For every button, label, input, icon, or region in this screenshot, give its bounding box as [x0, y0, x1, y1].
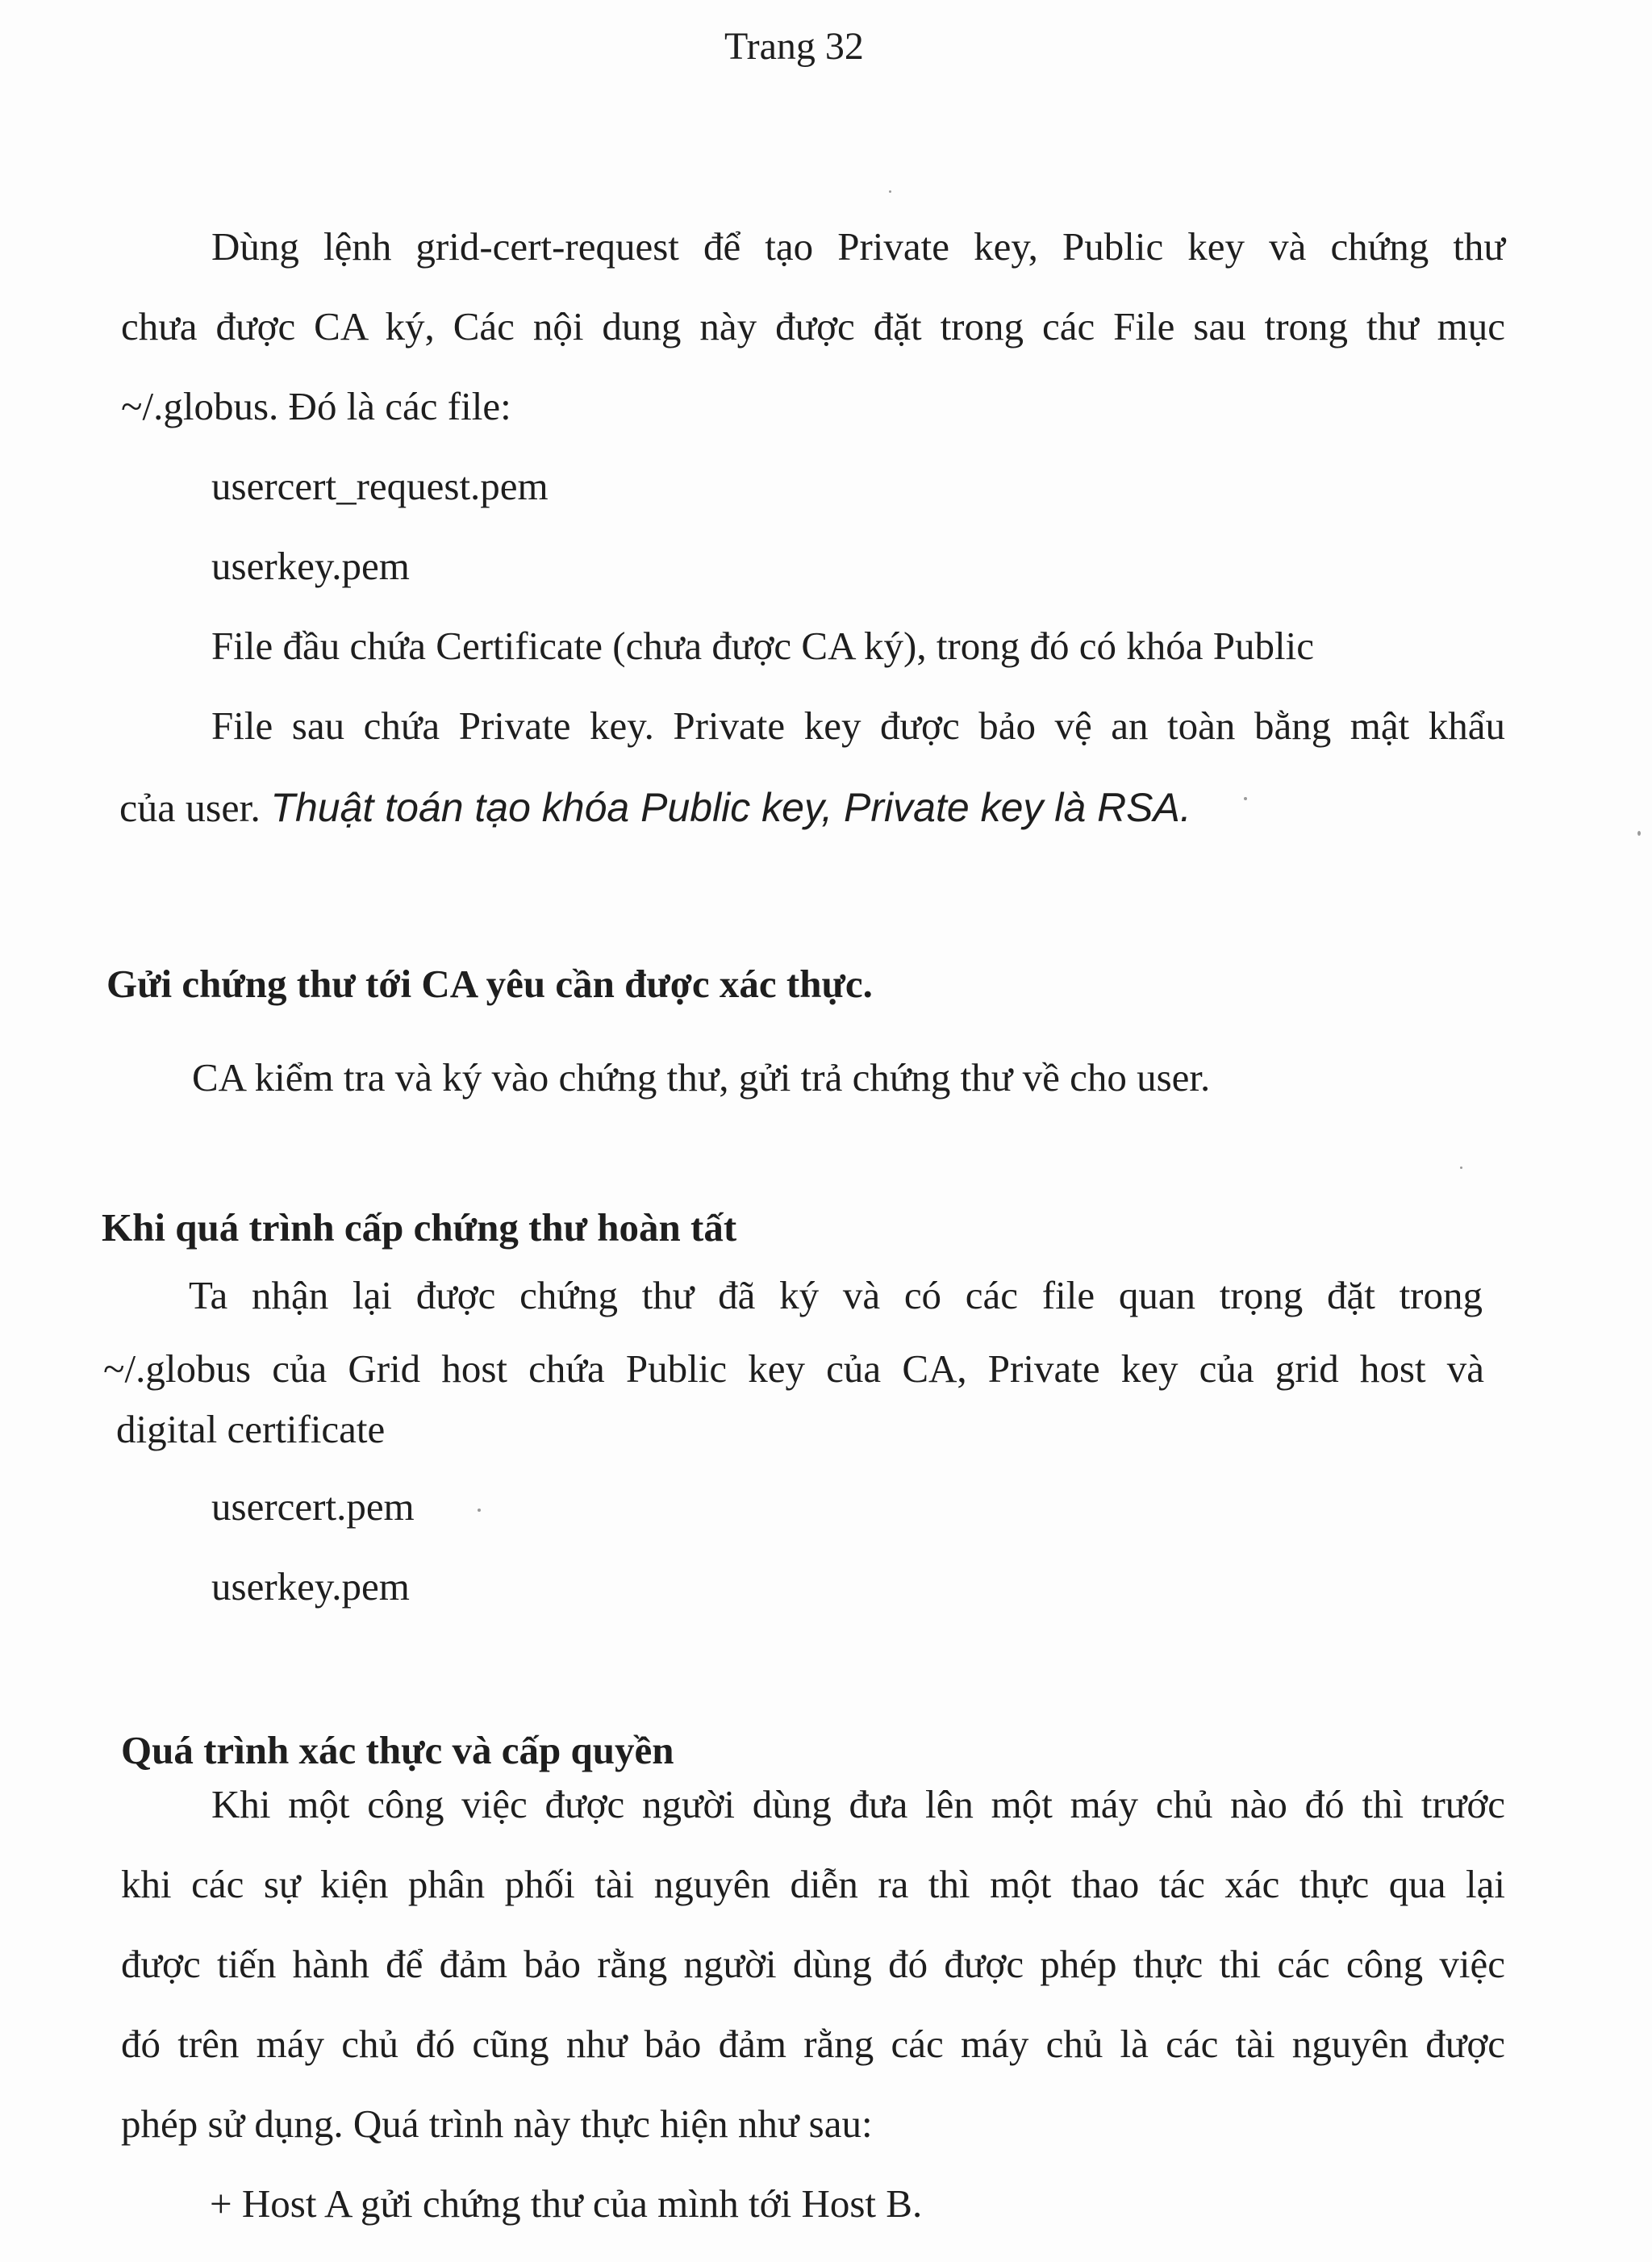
completion-paragraph-line-3: digital certificate: [116, 1407, 386, 1451]
auth-paragraph-line-2: khi các sự kiện phân phối tài nguyên diễn ra thì một thao tác xác thực qua lại: [121, 1862, 1505, 1906]
auth-paragraph-line-3: được tiến hành để đảm bảo rằng người dùng đó được phép thực thi các công việc: [121, 1942, 1505, 1986]
completion-heading: Khi quá trình cấp chứng thư hoàn tất: [102, 1205, 737, 1250]
auth-paragraph-line-5: phép sử dụng. Quá trình này thực hiện như sau:: [121, 2101, 873, 2146]
file-name-userkey-2: userkey.pem: [211, 1564, 410, 1609]
send-to-ca-heading: Gửi chứng thư tới CA yêu cần được xác thực.: [106, 962, 873, 1006]
file-description-1: File đầu chứa Certificate (chưa được CA ký), trong đó có khóa Public: [211, 624, 1314, 668]
scan-speck: [478, 1509, 481, 1512]
file-name-usercert-request: usercert_request.pem: [211, 464, 549, 508]
file-description-2-normal-text: của user.: [119, 785, 271, 830]
file-name-userkey: userkey.pem: [211, 544, 410, 588]
auth-step-1: + Host A gửi chứng thư của mình tới Host B.: [210, 2181, 923, 2226]
scan-speck: [1460, 1166, 1462, 1169]
file-description-2-line-2: [119, 783, 1191, 832]
scan-speck: [889, 190, 891, 193]
scan-speck: [1244, 797, 1247, 800]
intro-paragraph-line-3: ~/.globus. Đó là các file:: [121, 384, 511, 428]
scan-speck: [1637, 831, 1641, 836]
intro-paragraph-line-2: chưa được CA ký, Các nội dung này được đặt trong các File sau trong thư mục: [121, 304, 1505, 348]
file-description-2-italic-text: Thuật toán tạo khóa Public key, Private key là RSA.: [270, 785, 1191, 830]
auth-paragraph-line-1: Khi một công việc được người dùng đưa lên một máy chủ nào đó thì trước: [211, 1782, 1505, 1826]
auth-paragraph-line-4: đó trên máy chủ đó cũng như bảo đảm rằng các máy chủ là các tài nguyên được: [121, 2022, 1505, 2066]
page-number: Trang 32: [724, 25, 864, 68]
file-name-usercert: usercert.pem: [211, 1484, 415, 1529]
completion-paragraph-line-1: Ta nhận lại được chứng thư đã ký và có các file quan trọng đặt trong: [189, 1273, 1483, 1317]
intro-paragraph-line-1: Dùng lệnh grid-cert-request để tạo Private key, Public key và chứng thư: [211, 224, 1505, 269]
send-to-ca-paragraph: CA kiểm tra và ký vào chứng thư, gửi trả chứng thư về cho user.: [192, 1055, 1211, 1100]
completion-paragraph-line-2: ~/.globus của Grid host chứa Public key của CA, Private key của grid host và: [103, 1346, 1484, 1391]
file-description-2-line-1: File sau chứa Private key. Private key được bảo vệ an toàn bằng mật khẩu: [211, 703, 1505, 748]
auth-heading: Quá trình xác thực và cấp quyền: [121, 1728, 674, 1772]
